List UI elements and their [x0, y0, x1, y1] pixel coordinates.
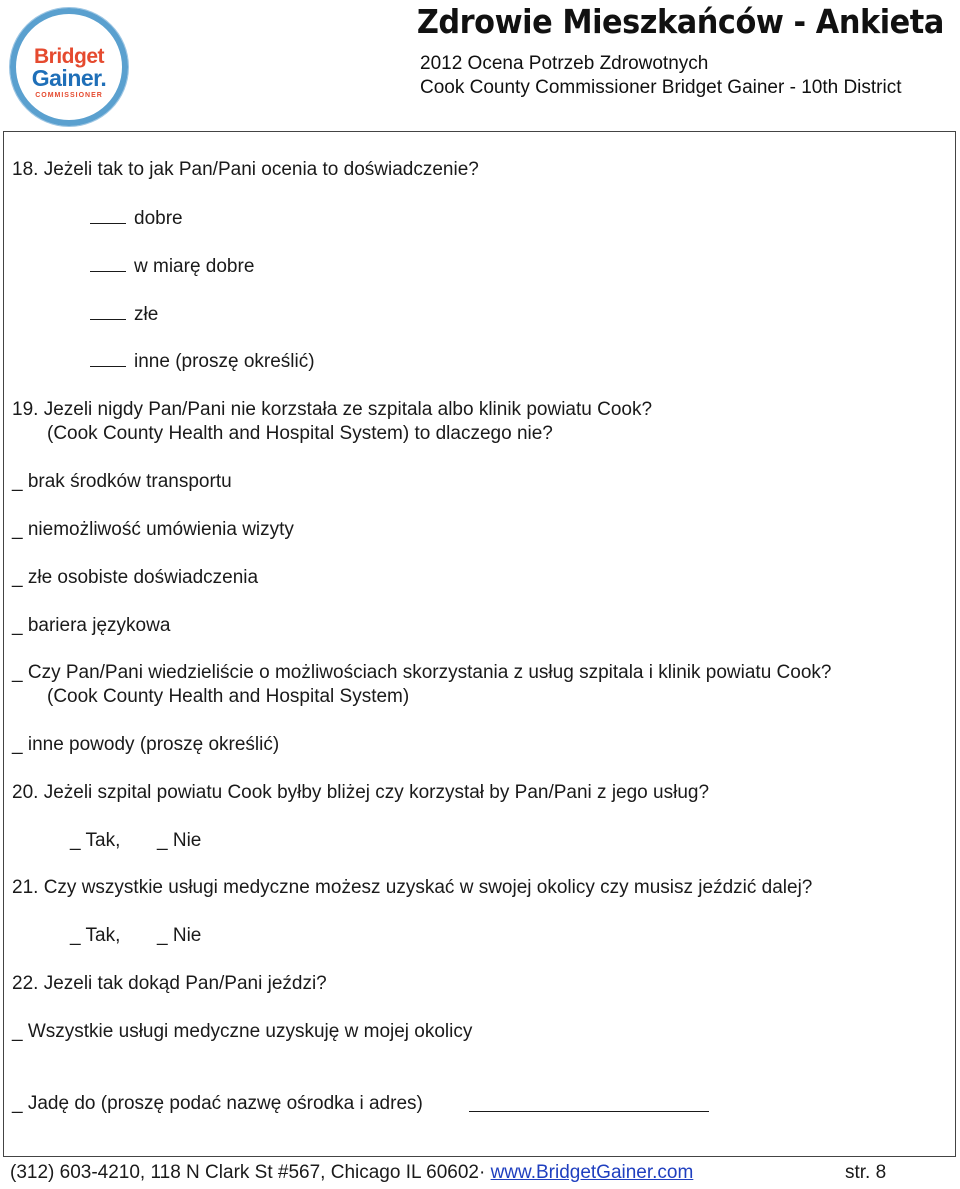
q22-answer-line[interactable]: [469, 1111, 709, 1112]
website-link[interactable]: www.BridgetGainer.com: [490, 1162, 694, 1183]
survey-title: Zdrowie Mieszkańców - Ankieta: [416, 2, 944, 41]
q21-no[interactable]: _ Nie: [157, 925, 202, 946]
answer-blank[interactable]: [90, 305, 126, 320]
q20-no[interactable]: _ Nie: [157, 830, 202, 851]
q18-option-1[interactable]: [90, 208, 183, 230]
page-number: str. 8: [845, 1162, 887, 1183]
logo-text-gainer: Gainer.: [31, 65, 107, 91]
question-19-line2: (Cook County Health and Hospital System) to dlaczego nie?: [47, 423, 553, 444]
page-header: [0, 0, 960, 132]
logo-inner: [24, 22, 114, 112]
survey-district: Cook County Commissioner Bridget Gainer - 10th District: [420, 77, 902, 98]
survey-frame: [3, 131, 956, 1157]
footer-divider: [3, 1156, 955, 1157]
q19-option-language[interactable]: _ bariera językowa: [12, 615, 171, 636]
option-label: w miarę dobre: [134, 256, 255, 277]
bridget-gainer-logo: [10, 8, 128, 126]
q18-option-2[interactable]: [90, 256, 254, 278]
option-label: inne (proszę określić): [134, 351, 315, 372]
question-22: 22. Jezeli tak dokąd Pan/Pani jeździ?: [12, 973, 327, 994]
q22-option-travel[interactable]: _ Jadę do (proszę podać nazwę ośrodka i adres): [12, 1093, 423, 1114]
q18-option-4[interactable]: [90, 351, 315, 373]
question-19: 19. Jezeli nigdy Pan/Pani nie korzstała ze szpitala albo klinik powiatu Cook?: [12, 399, 653, 420]
q19-option-transport[interactable]: _ brak środków transportu: [12, 471, 232, 492]
q19-option-awareness-line2: (Cook County Health and Hospital System): [47, 686, 410, 707]
option-label: złe: [134, 304, 159, 325]
q21-yes[interactable]: _ Tak,: [70, 925, 121, 946]
question-18: 18. Jeżeli tak to jak Pan/Pani ocenia to doświadczenie?: [12, 159, 479, 180]
answer-blank[interactable]: [90, 209, 126, 224]
q22-option-local[interactable]: _ Wszystkie usługi medyczne uzyskuję w mojej okolicy: [12, 1021, 473, 1042]
footer-contact: (312) 603-4210, 118 N Clark St #567, Chicago IL 60602·: [10, 1162, 486, 1183]
question-21: 21. Czy wszystkie usługi medyczne możesz uzyskać w swojej okolicy czy musisz jeździć dalej?: [12, 877, 813, 898]
q20-yes[interactable]: _ Tak,: [70, 830, 121, 851]
answer-blank[interactable]: [90, 352, 126, 367]
q19-option-awareness[interactable]: _ Czy Pan/Pani wiedzieliście o możliwościach skorzystania z usług szpitala i klinik powiatu Cook?: [12, 662, 832, 683]
q19-option-appointment[interactable]: _ niemożliwość umówienia wizyty: [12, 519, 294, 540]
answer-blank[interactable]: [90, 257, 126, 272]
survey-subtitle: 2012 Ocena Potrzeb Zdrowotnych: [420, 53, 709, 74]
option-label: dobre: [134, 208, 183, 229]
question-20: 20. Jeżeli szpital powiatu Cook byłby bliżej czy korzystał by Pan/Pani z jego usług?: [12, 782, 710, 803]
logo-text-bridget: Bridget: [34, 45, 104, 68]
q19-option-other[interactable]: _ inne powody (proszę określić): [12, 734, 280, 755]
logo-text-commissioner: COMMISSIONER: [35, 92, 103, 99]
page-footer: [10, 1162, 693, 1184]
q19-option-experience[interactable]: _ złe osobiste doświadczenia: [12, 567, 259, 588]
q18-option-3[interactable]: [90, 304, 158, 326]
